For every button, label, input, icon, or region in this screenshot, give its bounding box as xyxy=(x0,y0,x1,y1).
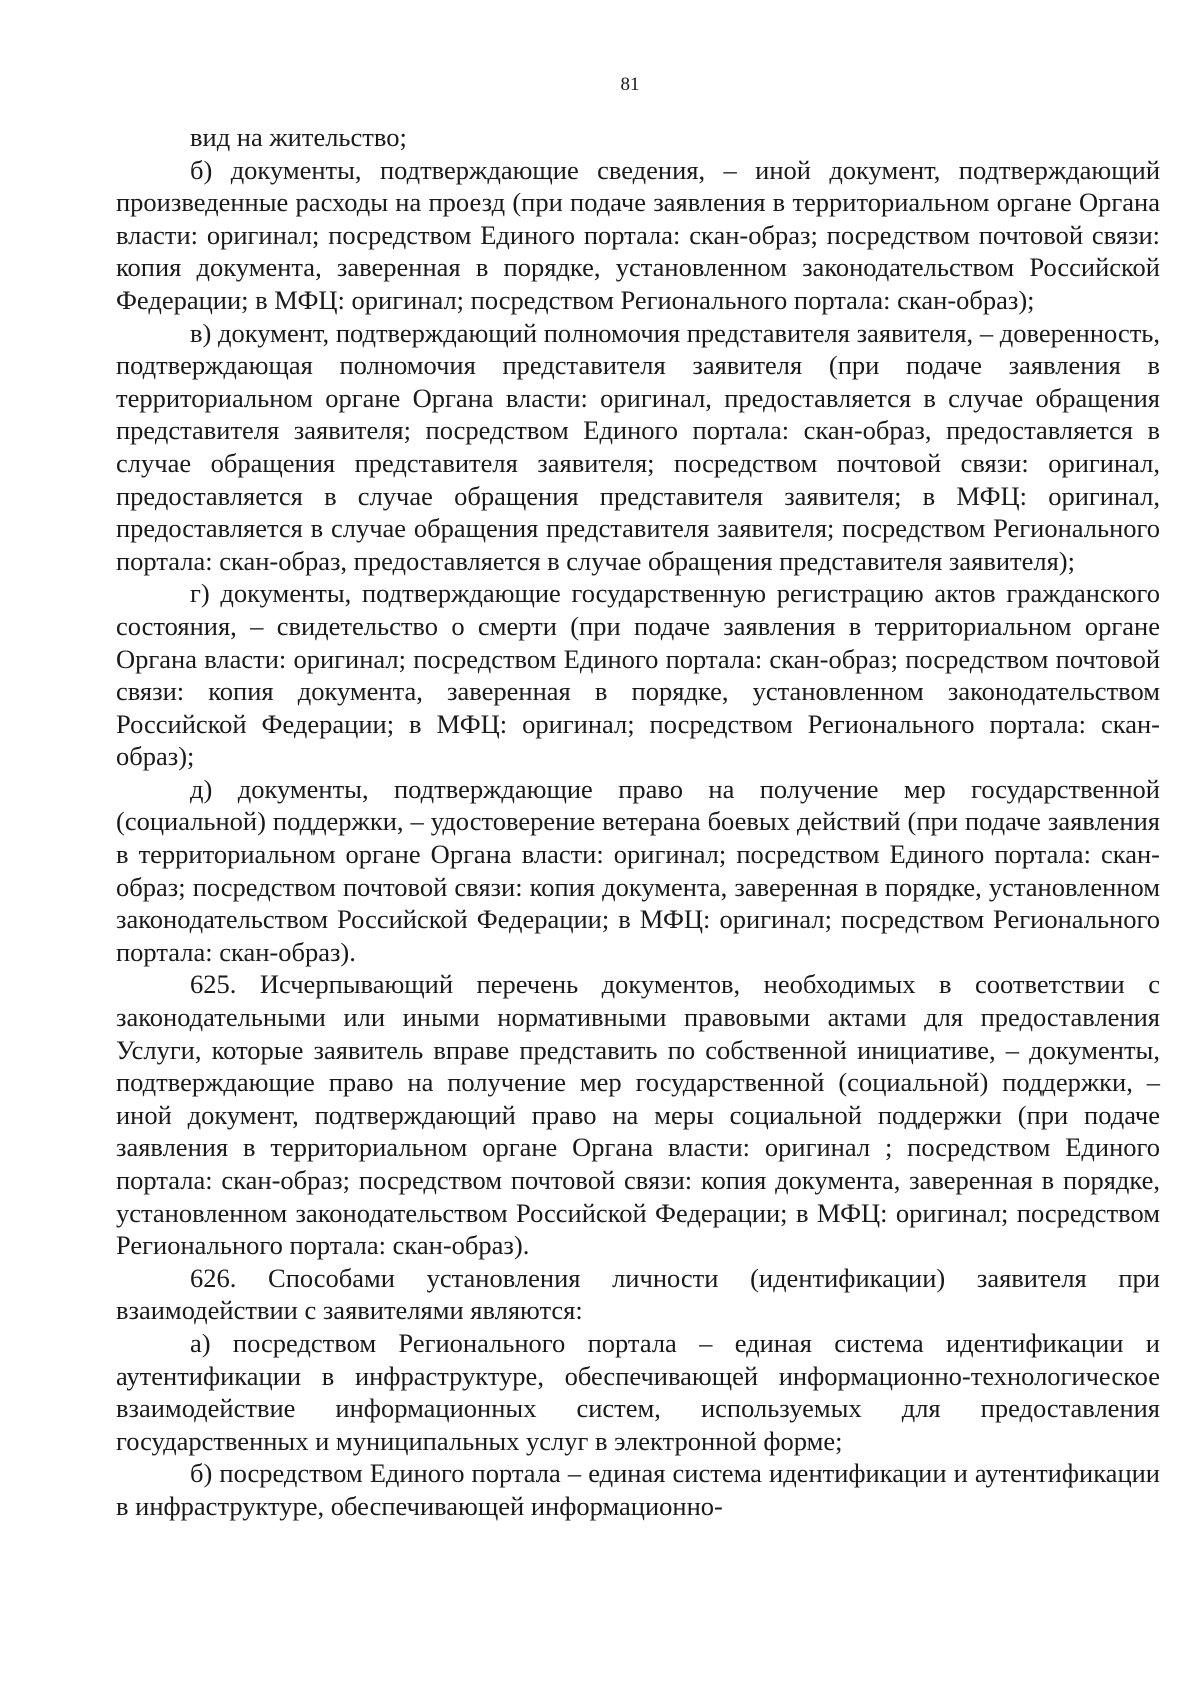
paragraph-626-b-unified-portal: б) посредством Единого портала – единая система идентификации и аутентификации в инфраструктуре, обеспечивающей информационно- xyxy=(116,1458,1160,1521)
page-number: 81 xyxy=(620,74,640,95)
paragraph-g-death-certificate: г) документы, подтверждающие государственную регистрацию актов гражданского состояния, – свидетельство о смерти (при подаче заявления в территориальном органе Органа власти: оригинал; посредством Единого портала: скан-образ; посредством почтовой связи: копия документа, заверенная в порядке, установленном законодательством Российской Федерации; в МФЦ: оригинал; посредством Регионального портала: скан-образ); xyxy=(116,578,1160,772)
paragraph-626-identification-methods: 626. Способами установления личности (идентификации) заявителя при взаимодействии с заявителями являются: xyxy=(116,1262,1160,1326)
paragraph-625-optional-documents: 625. Исчерпывающий перечень документов, необходимых в соответствии с законодательными или иными нормативными правовыми актами для предоставления Услуги, которые заявитель вправе представить по собственной инициативе, – документы, подтверждающие право на получение мер государственной (социальной) поддержки, – иной документ, подтверждающий право на меры социальной поддержки (при подаче заявления в территориальном органе Органа власти: оригинал ; посредством Единого портала: скан-образ; посредством почтовой связи: копия документа, заверенная в порядке, установленном законодательством Российской Федерации; в МФЦ: оригинал; посредством Регионального портала: скан-образ). xyxy=(116,969,1160,1261)
paragraph-v-power-of-attorney: в) документ, подтверждающий полномочия представителя заявителя, – доверенность, подтверждающая полномочия представителя заявителя (при подаче заявления в территориальном органе Органа власти: оригинал, предоставляется в случае обращения представителя заявителя; посредством Единого портала: скан-образ, предоставляется в случае обращения представителя заявителя; посредством почтовой связи: оригинал, предоставляется в случае обращения представителя заявителя; в МФЦ: оригинал, предоставляется в случае обращения представителя заявителя; посредством Регионального портала: скан-образ, предоставляется в случае обращения представителя заявителя); xyxy=(116,317,1160,576)
paragraph-residence-permit-tail: вид на жительство; xyxy=(190,122,407,152)
paragraph-b-travel-expenses: б) документы, подтверждающие сведения, – иной документ, подтверждающий произведенные расходы на проезд (при подаче заявления в территориальном органе Органа власти: оригинал; посредством Единого портала: скан-образ; посредством почтовой связи: копия документа, заверенная в порядке, установленном законодательством Российской Федерации; в МФЦ: оригинал; посредством Регионального портала: скан-образ); xyxy=(116,154,1160,315)
paragraph-626-a-regional-portal: а) посредством Регионального портала – единая система идентификации и аутентификации в инфраструктуре, обеспечивающей информационно-технологическое взаимодействие информационных систем, используемых для предоставления государственных и муниципальных услуг в электронной форме; xyxy=(116,1327,1160,1456)
paragraph-d-veteran-certificate: д) документы, подтверждающие право на получение мер государственной (социальной) поддержки, – удостоверение ветерана боевых действий (при подаче заявления в территориальном органе Органа власти: оригинал; посредством Единого портала: скан-образ; посредством почтовой связи: копия документа, заверенная в порядке, установленном законодательством Российской Федерации; в МФЦ: оригинал; посредством Регионального портала: скан-образ). xyxy=(116,773,1160,967)
document-body xyxy=(116,121,1160,1523)
